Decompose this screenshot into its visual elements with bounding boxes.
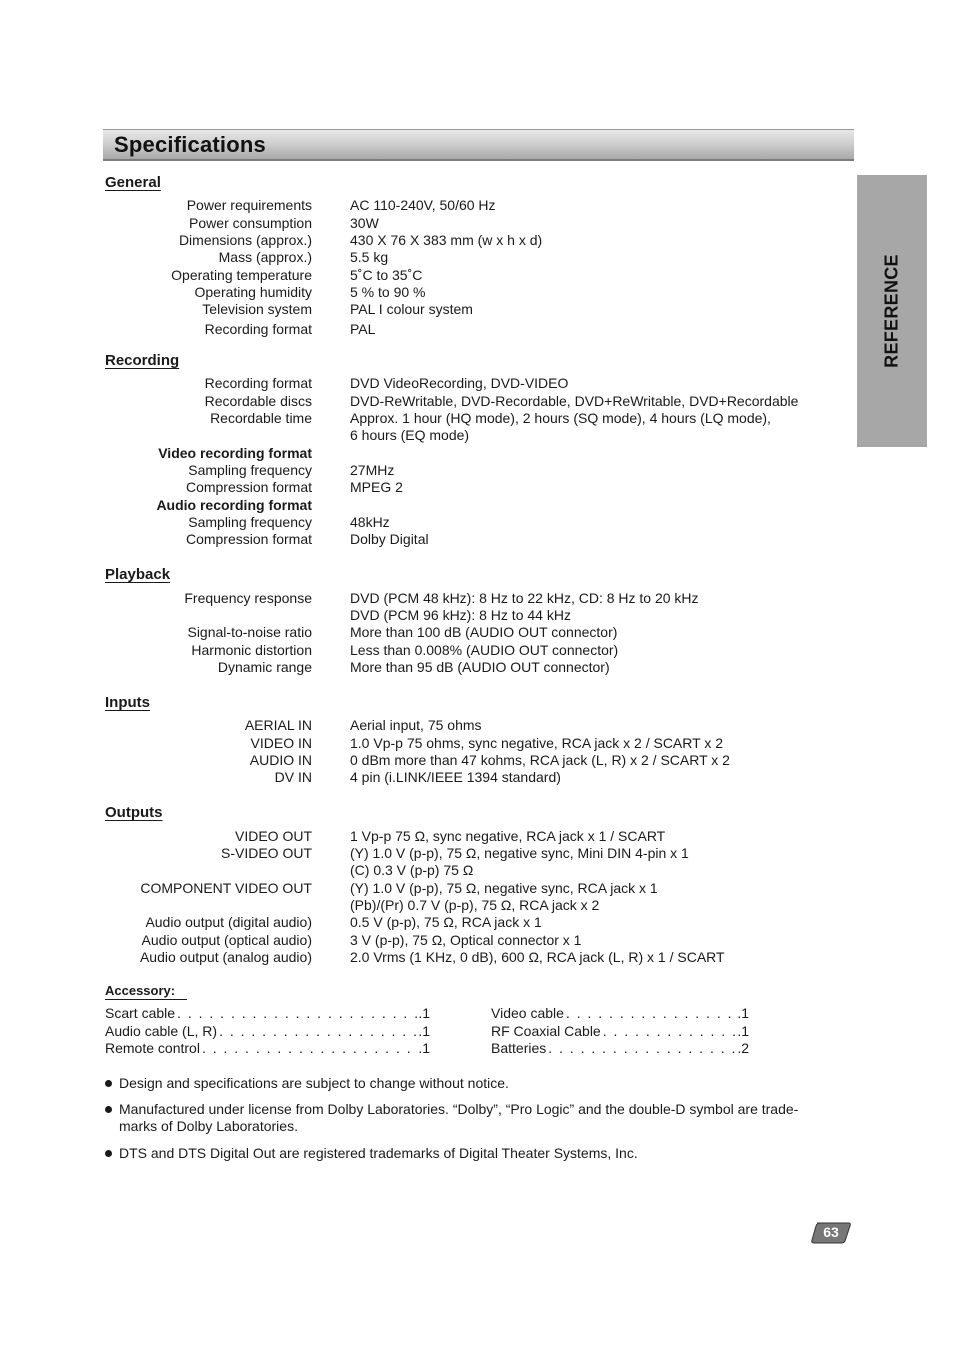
spec-row bbox=[0, 427, 954, 444]
spec-label: Signal-to-noise ratio bbox=[187, 624, 312, 640]
spec-value: MPEG 2 bbox=[350, 479, 403, 495]
accessory-name: Scart cable bbox=[105, 1005, 176, 1021]
accessory-name: Video cable bbox=[491, 1005, 564, 1021]
accessory-heading: Accessory: bbox=[105, 983, 187, 1000]
spec-row bbox=[0, 531, 954, 548]
spec-row bbox=[0, 949, 954, 966]
spec-row bbox=[0, 462, 954, 479]
bullet-icon bbox=[105, 1080, 112, 1087]
spec-row bbox=[0, 752, 954, 769]
spec-label: Sampling frequency bbox=[188, 514, 312, 530]
spec-label: Operating temperature bbox=[171, 267, 312, 283]
spec-value: More than 95 dB (AUDIO OUT connector) bbox=[350, 659, 610, 675]
spec-value: (Pb)/(Pr) 0.7 V (p-p), 75 Ω, RCA jack x 2 bbox=[350, 897, 600, 913]
spec-row bbox=[0, 717, 954, 734]
side-tab-label: REFERENCE bbox=[881, 254, 902, 368]
spec-label: Operating humidity bbox=[194, 284, 312, 300]
spec-value: Dolby Digital bbox=[350, 531, 429, 547]
spec-label: Recording format bbox=[204, 321, 312, 337]
accessory-name: Audio cable (L, R) bbox=[105, 1023, 218, 1039]
spec-row bbox=[0, 897, 954, 914]
spec-subheading: Video recording format bbox=[158, 445, 312, 461]
spec-label: Sampling frequency bbox=[188, 462, 312, 478]
spec-row bbox=[0, 590, 954, 607]
section-heading-general: General bbox=[105, 174, 161, 191]
dot-leader bbox=[175, 1005, 418, 1022]
accessory-item bbox=[105, 1023, 430, 1040]
spec-value: DVD VideoRecording, DVD-VIDEO bbox=[350, 375, 569, 391]
bullet-icon bbox=[105, 1150, 112, 1157]
accessory-qty: .1 bbox=[418, 1023, 430, 1039]
accessory-item bbox=[491, 1040, 749, 1057]
spec-row bbox=[0, 828, 954, 845]
spec-label: Television system bbox=[202, 301, 312, 317]
accessory-item bbox=[105, 1040, 430, 1057]
spec-row bbox=[0, 880, 954, 897]
spec-row bbox=[0, 607, 954, 624]
spec-label: Dimensions (approx.) bbox=[178, 232, 312, 248]
page-number-badge bbox=[811, 1222, 851, 1244]
spec-value: 1.0 Vp-p 75 ohms, sync negative, RCA jack x 2 / SCART x 2 bbox=[350, 735, 723, 751]
spec-value: 4 pin (i.LINK/IEEE 1394 standard) bbox=[350, 769, 561, 785]
spec-row bbox=[0, 735, 954, 752]
spec-label: COMPONENT VIDEO OUT bbox=[140, 880, 312, 896]
spec-label: Power consumption bbox=[189, 215, 312, 231]
dot-leader bbox=[217, 1023, 418, 1040]
spec-value: Aerial input, 75 ohms bbox=[350, 717, 482, 733]
accessory-item bbox=[491, 1005, 749, 1022]
spec-label: Frequency response bbox=[184, 590, 312, 606]
spec-value: 5 % to 90 % bbox=[350, 284, 426, 300]
note-item bbox=[105, 1145, 835, 1162]
spec-row bbox=[0, 497, 954, 514]
spec-value: 2.0 Vrms (1 KHz, 0 dB), 600 Ω, RCA jack (L, R) x 1 / SCART bbox=[350, 949, 725, 965]
accessory-qty: .1 bbox=[737, 1023, 749, 1039]
section-heading-inputs: Inputs bbox=[105, 694, 150, 711]
spec-label: AERIAL IN bbox=[244, 717, 312, 733]
accessory-name: Batteries bbox=[491, 1040, 547, 1056]
spec-value: (C) 0.3 V (p-p) 75 Ω bbox=[350, 862, 474, 878]
spec-value: 430 X 76 X 383 mm (w x h x d) bbox=[350, 232, 543, 248]
accessory-qty: .1 bbox=[737, 1005, 749, 1021]
spec-value: Less than 0.008% (AUDIO OUT connector) bbox=[350, 642, 619, 658]
spec-row bbox=[0, 301, 954, 318]
spec-label: Mass (approx.) bbox=[218, 249, 312, 265]
spec-value: 48kHz bbox=[350, 514, 390, 530]
accessory-qty: .1 bbox=[418, 1040, 430, 1056]
bullet-icon bbox=[105, 1106, 112, 1113]
spec-label: Audio output (digital audio) bbox=[145, 914, 312, 930]
page-title: Specifications bbox=[114, 132, 266, 157]
spec-row bbox=[0, 375, 954, 392]
spec-value: 30W bbox=[350, 215, 379, 231]
spec-label: Audio output (analog audio) bbox=[139, 949, 312, 965]
section-heading-recording: Recording bbox=[105, 352, 180, 369]
accessory-qty: .2 bbox=[737, 1040, 749, 1056]
spec-value: 6 hours (EQ mode) bbox=[350, 427, 470, 443]
note-text: Design and specifications are subject to change without notice. bbox=[119, 1075, 509, 1091]
page-number: 63 bbox=[823, 1224, 839, 1240]
dot-leader bbox=[200, 1040, 418, 1057]
accessory-qty: .1 bbox=[418, 1005, 430, 1021]
spec-label: Recordable time bbox=[210, 410, 312, 426]
spec-row bbox=[0, 862, 954, 879]
spec-value: DVD-ReWritable, DVD-Recordable, DVD+ReWritable, DVD+Recordable bbox=[350, 393, 799, 409]
spec-label: Audio output (optical audio) bbox=[141, 932, 312, 948]
dot-leader bbox=[546, 1040, 737, 1057]
spec-row bbox=[0, 514, 954, 531]
spec-value: 0 dBm more than 47 kohms, RCA jack (L, R) x 2 / SCART x 2 bbox=[350, 752, 730, 768]
spec-label: DV IN bbox=[274, 769, 312, 785]
section-heading-playback: Playback bbox=[105, 566, 171, 583]
spec-value: (Y) 1.0 V (p-p), 75 Ω, negative sync, RCA jack x 1 bbox=[350, 880, 658, 896]
accessory-item bbox=[491, 1023, 749, 1040]
title-bar bbox=[103, 129, 854, 161]
spec-value: 3 V (p-p), 75 Ω, Optical connector x 1 bbox=[350, 932, 582, 948]
spec-value: More than 100 dB (AUDIO OUT connector) bbox=[350, 624, 618, 640]
accessory-name: RF Coaxial Cable bbox=[491, 1023, 601, 1039]
spec-label: S-VIDEO OUT bbox=[220, 845, 312, 861]
spec-value: 5˚C to 35˚C bbox=[350, 267, 423, 283]
note-text: Manufactured under license from Dolby Laboratories. “Dolby”, “Pro Logic” and the double-D symbol are trade-marks of Dolby Laboratories. bbox=[119, 1101, 799, 1134]
spec-row bbox=[0, 445, 954, 462]
spec-label: VIDEO IN bbox=[250, 735, 312, 751]
spec-row bbox=[0, 284, 954, 301]
spec-value: 27MHz bbox=[350, 462, 395, 478]
spec-row bbox=[0, 232, 954, 249]
note-item bbox=[105, 1101, 835, 1135]
spec-label: Recording format bbox=[204, 375, 312, 391]
spec-row bbox=[0, 267, 954, 284]
spec-row bbox=[0, 624, 954, 641]
note-item bbox=[105, 1075, 835, 1092]
spec-row bbox=[0, 769, 954, 786]
spec-row bbox=[0, 410, 954, 427]
spec-label: VIDEO OUT bbox=[234, 828, 312, 844]
section-heading-outputs: Outputs bbox=[105, 804, 163, 821]
accessory-name: Remote control bbox=[105, 1040, 200, 1056]
spec-value: 1 Vp-p 75 Ω, sync negative, RCA jack x 1 / SCART bbox=[350, 828, 666, 844]
spec-label: Recordable discs bbox=[204, 393, 312, 409]
spec-row bbox=[0, 659, 954, 676]
spec-row bbox=[0, 197, 954, 214]
spec-row bbox=[0, 249, 954, 266]
spec-row bbox=[0, 914, 954, 931]
spec-subheading: Audio recording format bbox=[156, 497, 312, 513]
dot-leader bbox=[601, 1023, 738, 1040]
spec-label: Power requirements bbox=[186, 197, 312, 213]
spec-label: Harmonic distortion bbox=[191, 642, 312, 658]
spec-row bbox=[0, 321, 954, 338]
spec-label: Compression format bbox=[185, 531, 312, 547]
spec-row bbox=[0, 845, 954, 862]
spec-value: Approx. 1 hour (HQ mode), 2 hours (SQ mode), 4 hours (LQ mode), bbox=[350, 410, 771, 426]
spec-row bbox=[0, 642, 954, 659]
note-text: DTS and DTS Digital Out are registered trademarks of Digital Theater Systems, Inc. bbox=[119, 1145, 638, 1161]
spec-row bbox=[0, 393, 954, 410]
spec-label: Dynamic range bbox=[217, 659, 312, 675]
dot-leader bbox=[564, 1005, 737, 1022]
spec-value: 5.5 kg bbox=[350, 249, 389, 265]
spec-value: (Y) 1.0 V (p-p), 75 Ω, negative sync, Mini DIN 4-pin x 1 bbox=[350, 845, 689, 861]
spec-value: AC 110-240V, 50/60 Hz bbox=[350, 197, 496, 213]
spec-row bbox=[0, 932, 954, 949]
spec-value: 0.5 V (p-p), 75 Ω, RCA jack x 1 bbox=[350, 914, 542, 930]
accessory-item bbox=[105, 1005, 430, 1022]
spec-label: Compression format bbox=[185, 479, 312, 495]
spec-value: DVD (PCM 96 kHz): 8 Hz to 44 kHz bbox=[350, 607, 571, 623]
spec-value: DVD (PCM 48 kHz): 8 Hz to 22 kHz, CD: 8 Hz to 20 kHz bbox=[350, 590, 699, 606]
spec-value: PAL I colour system bbox=[350, 301, 473, 317]
spec-value: PAL bbox=[350, 321, 376, 337]
spec-label: AUDIO IN bbox=[249, 752, 312, 768]
spec-row bbox=[0, 479, 954, 496]
spec-row bbox=[0, 215, 954, 232]
